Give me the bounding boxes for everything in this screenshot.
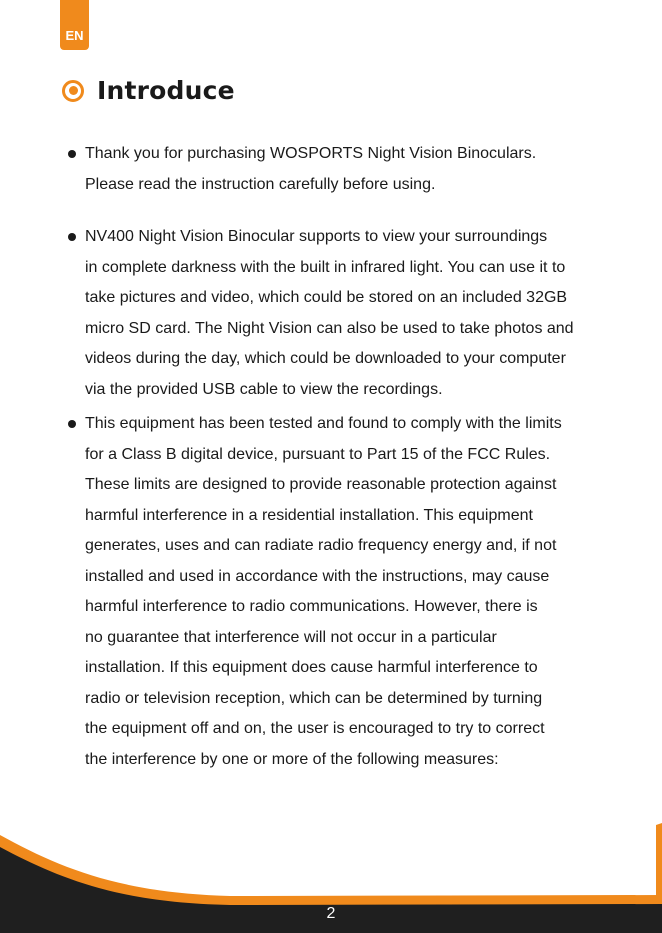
paragraph-line: generates, uses and can radiate radio frequency energy and, if not (85, 537, 557, 554)
paragraph-line: the equipment off and on, the user is encouraged to try to correct (85, 720, 545, 737)
target-circle-icon (62, 80, 84, 102)
paragraph-line: for a Class B digital device, pursuant to Part 15 of the FCC Rules. (85, 445, 551, 463)
paragraph-line: radio or television reception, which can be determined by turning (85, 689, 543, 707)
paragraph-line: no guarantee that interference will not occur in a particular (85, 628, 497, 646)
paragraph-line: These limits are designed to provide reasonable protection against (85, 476, 557, 493)
paragraph-line: the interference by one or more of the following measures: (85, 750, 499, 768)
page-number: 2 (326, 905, 336, 922)
footer-right-accent (656, 823, 662, 903)
language-label: EN (65, 28, 84, 43)
paragraph-line: NV400 Night Vision Binocular supports to view your surroundings (85, 228, 548, 245)
intro-paragraph-thanks (68, 139, 658, 200)
paragraph-line: installation. If this equipment does cause harmful interference to (85, 659, 538, 676)
paragraph-line: videos during the day, which could be downloaded to your computer (85, 350, 566, 367)
paragraph-line: micro SD card. The Night Vision can also be used to take photos and (85, 319, 574, 337)
section-title: Introduce (97, 76, 235, 105)
paragraph-line: take pictures and video, which could be stored on an included 32GB (85, 289, 568, 306)
paragraph-line: harmful interference to radio communications. However, there is (85, 598, 538, 615)
paragraph-line: in complete darkness with the built in infrared light. You can use it to (85, 258, 566, 276)
bullet-icon (68, 233, 76, 241)
paragraph-line: Please read the instruction carefully before using. (85, 175, 436, 193)
bullet-icon (68, 150, 76, 158)
paragraph-line: installed and used in accordance with the instructions, may cause (85, 567, 550, 585)
paragraph-line: harmful interference in a residential installation. This equipment (85, 506, 533, 524)
bullet-icon (68, 420, 76, 428)
intro-paragraph-fcc (68, 409, 658, 775)
paragraph-line: This equipment has been tested and found to comply with the limits (85, 415, 562, 432)
paragraph-line: via the provided USB cable to view the recordings. (85, 380, 443, 398)
section-heading (62, 76, 235, 105)
language-tab (60, 0, 89, 50)
paragraph-line: Thank you for purchasing WOSPORTS Night Vision Binoculars. (85, 145, 537, 162)
intro-paragraph-features (68, 222, 658, 405)
